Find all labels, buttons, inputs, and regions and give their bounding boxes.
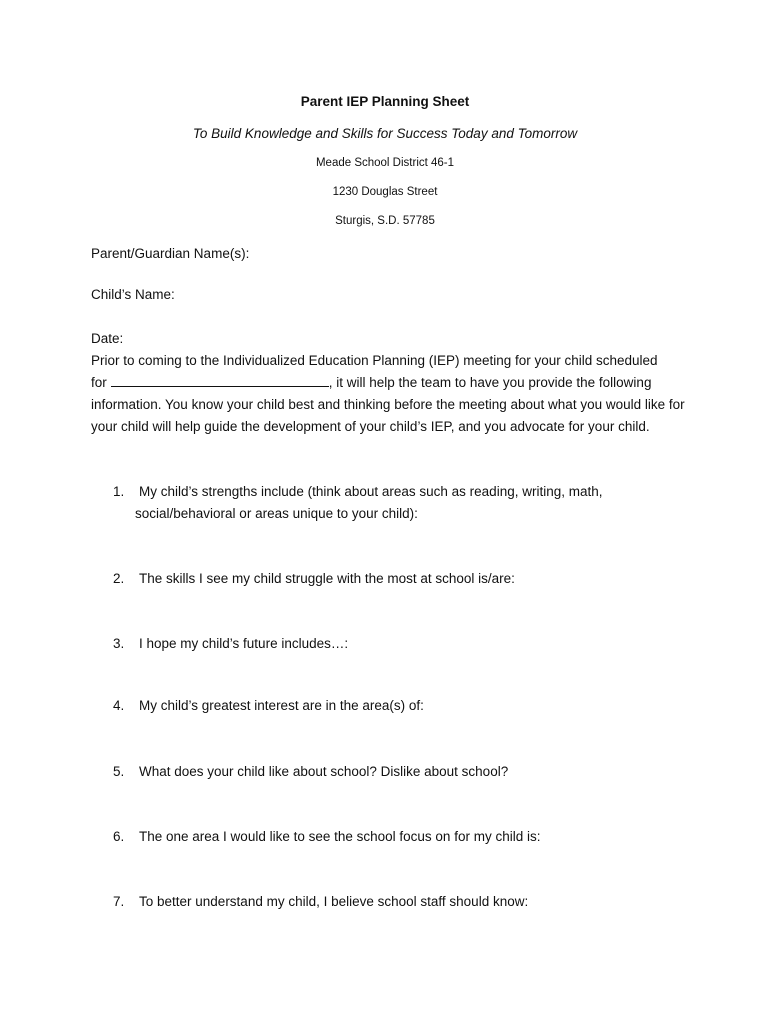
question-text: The one area I would like to see the school focus on for my child is: [139, 829, 541, 844]
question-number: 1. [113, 484, 125, 499]
question-text: My child’s strengths include (think about areas such as reading, writing, math, [139, 484, 603, 499]
question-number: 3. [113, 636, 125, 651]
intro-after-blank: , it will help the team to have you provide the following [328, 375, 652, 390]
question-3 [113, 633, 673, 655]
question-number: 6. [113, 829, 125, 844]
question-6 [113, 826, 673, 848]
question-text: What does your child like about school? Dislike about school? [139, 764, 509, 779]
question-text-continued: social/behavioral or areas unique to your child): [135, 506, 418, 521]
intro-line-1: Prior to coming to the Individualized Education Planning (IEP) meeting for your child scheduled [91, 353, 658, 368]
question-number: 2. [113, 571, 125, 586]
question-number: 4. [113, 698, 125, 713]
question-text: To better understand my child, I believe school staff should know: [139, 894, 529, 909]
question-number: 5. [113, 764, 125, 779]
question-1 [113, 481, 673, 525]
city-address: Sturgis, S.D. 57785 [335, 215, 435, 227]
page-title: Parent IEP Planning Sheet [300, 94, 470, 109]
question-5 [113, 761, 673, 783]
district-name: Meade School District 46-1 [315, 157, 455, 169]
question-text: I hope my child’s future includes…: [139, 636, 349, 651]
intro-for-word: for [91, 375, 107, 390]
question-text: The skills I see my child struggle with the most at school is/are: [139, 571, 515, 586]
parent-name-field: Parent/Guardian Name(s): [91, 246, 250, 261]
intro-rest: information. You know your child best and thinking before the meeting about what you would like for your child will help guide the development of your child’s IEP, and you advocate for your child. [91, 397, 685, 434]
question-4 [113, 695, 673, 717]
question-7 [113, 891, 673, 913]
intro-paragraph [91, 350, 691, 438]
page-subtitle: To Build Knowledge and Skills for Success Today and Tomorrow [192, 126, 578, 141]
date-field: Date: [91, 331, 124, 346]
question-text: My child’s greatest interest are in the area(s) of: [139, 698, 424, 713]
question-number: 7. [113, 894, 125, 909]
meeting-date-blank [111, 373, 329, 387]
street-address: 1230 Douglas Street [332, 186, 438, 198]
question-2 [113, 568, 673, 590]
child-name-field: Child’s Name: [91, 287, 175, 302]
